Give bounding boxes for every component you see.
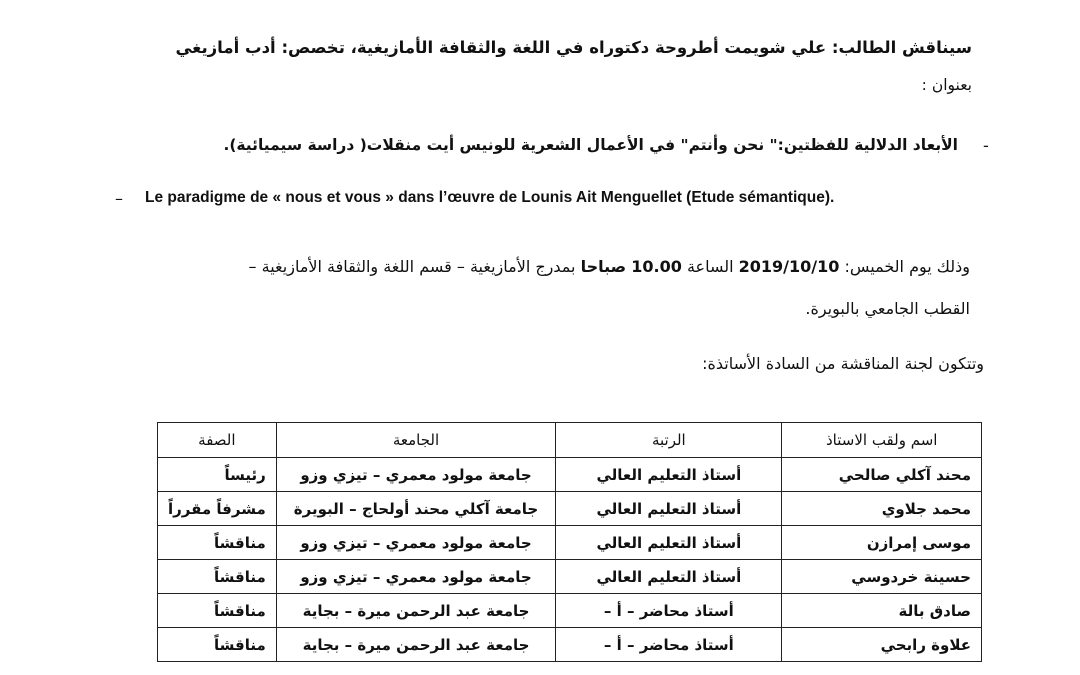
header-university: الجامعة xyxy=(276,423,556,458)
arabic-title-dash: - xyxy=(983,136,989,155)
cell-university: جامعة مولود معمري – تيزي وزو xyxy=(276,458,556,492)
cell-university: جامعة عبد الرحمن ميرة – بجاية xyxy=(276,628,556,662)
schedule-date: 2019/10/10 xyxy=(738,257,840,276)
cell-name: صادق بالة xyxy=(782,594,982,628)
committee-intro: وتتكون لجنة المناقشة من السادة الأساتذة: xyxy=(702,354,984,373)
cell-rank: أستاذ محاضر – أ – xyxy=(556,594,782,628)
schedule-prefix: وذلك يوم الخميس: xyxy=(844,257,970,276)
cell-name: موسى إمرازن xyxy=(782,526,982,560)
table-row xyxy=(158,526,982,560)
table-row xyxy=(158,628,982,662)
cell-rank: أستاذ محاضر – أ – xyxy=(556,628,782,662)
jury-table-header xyxy=(158,423,982,458)
cell-rank: أستاذ التعليم العالي xyxy=(556,560,782,594)
cell-role: مشرفاً مقرراً xyxy=(158,492,277,526)
header-role: الصفة xyxy=(158,423,277,458)
cell-rank: أستاذ التعليم العالي xyxy=(556,492,782,526)
intro-line-2: بعنوان : xyxy=(921,76,972,94)
table-row xyxy=(158,492,982,526)
cell-name: علاوة رابحي xyxy=(782,628,982,662)
intro-line-1: سيناقش الطالب: علي شويمت أطروحة دكتوراه في اللغة والثقافة الأمازيغية، تخصص: أدب أمازيغي xyxy=(175,38,972,57)
cell-university: جامعة عبد الرحمن ميرة – بجاية xyxy=(276,594,556,628)
cell-university: جامعة مولود معمري – تيزي وزو xyxy=(276,560,556,594)
cell-role: مناقشاً xyxy=(158,594,277,628)
cell-name: محند آكلي صالحي xyxy=(782,458,982,492)
table-row xyxy=(158,458,982,492)
jury-table xyxy=(157,422,982,662)
cell-role: مناقشاً xyxy=(158,628,277,662)
cell-role: مناقشاً xyxy=(158,526,277,560)
arabic-title: الأبعاد الدلالية للفظتين:" نحن وأنتم" في الأعمال الشعرية للونيس أيت منقلات( دراسة سيميائية). xyxy=(223,136,958,154)
cell-rank: أستاذ التعليم العالي xyxy=(556,526,782,560)
cell-university: جامعة مولود معمري – تيزي وزو xyxy=(276,526,556,560)
cell-university: جامعة آكلي محند أولحاج – البويرة xyxy=(276,492,556,526)
schedule-place: بمدرج الأمازيغية – قسم اللغة والثقافة الأمازيغية – xyxy=(248,257,576,276)
french-title: Le paradigme de « nous et vous » dans l’œuvre de Lounis Ait Menguellet (Etude sémantique). xyxy=(145,189,835,206)
table-row xyxy=(158,594,982,628)
cell-rank: أستاذ التعليم العالي xyxy=(556,458,782,492)
header-rank: الرتبة xyxy=(556,423,782,458)
french-title-dash: – xyxy=(115,189,123,208)
schedule-line-1 xyxy=(249,257,970,276)
schedule-hour-label: الساعة xyxy=(686,257,734,276)
header-name: اسم ولقب الاستاذ xyxy=(782,423,982,458)
schedule-morning: صباحا xyxy=(580,257,627,276)
cell-role: رئيساً xyxy=(158,458,277,492)
schedule-line-2: القطب الجامعي بالبويرة. xyxy=(805,299,970,318)
cell-name: محمد جلاوي xyxy=(782,492,982,526)
schedule-time: 10.00 xyxy=(631,257,682,276)
table-row xyxy=(158,560,982,594)
cell-role: مناقشاً xyxy=(158,560,277,594)
cell-name: حسينة خردوسي xyxy=(782,560,982,594)
